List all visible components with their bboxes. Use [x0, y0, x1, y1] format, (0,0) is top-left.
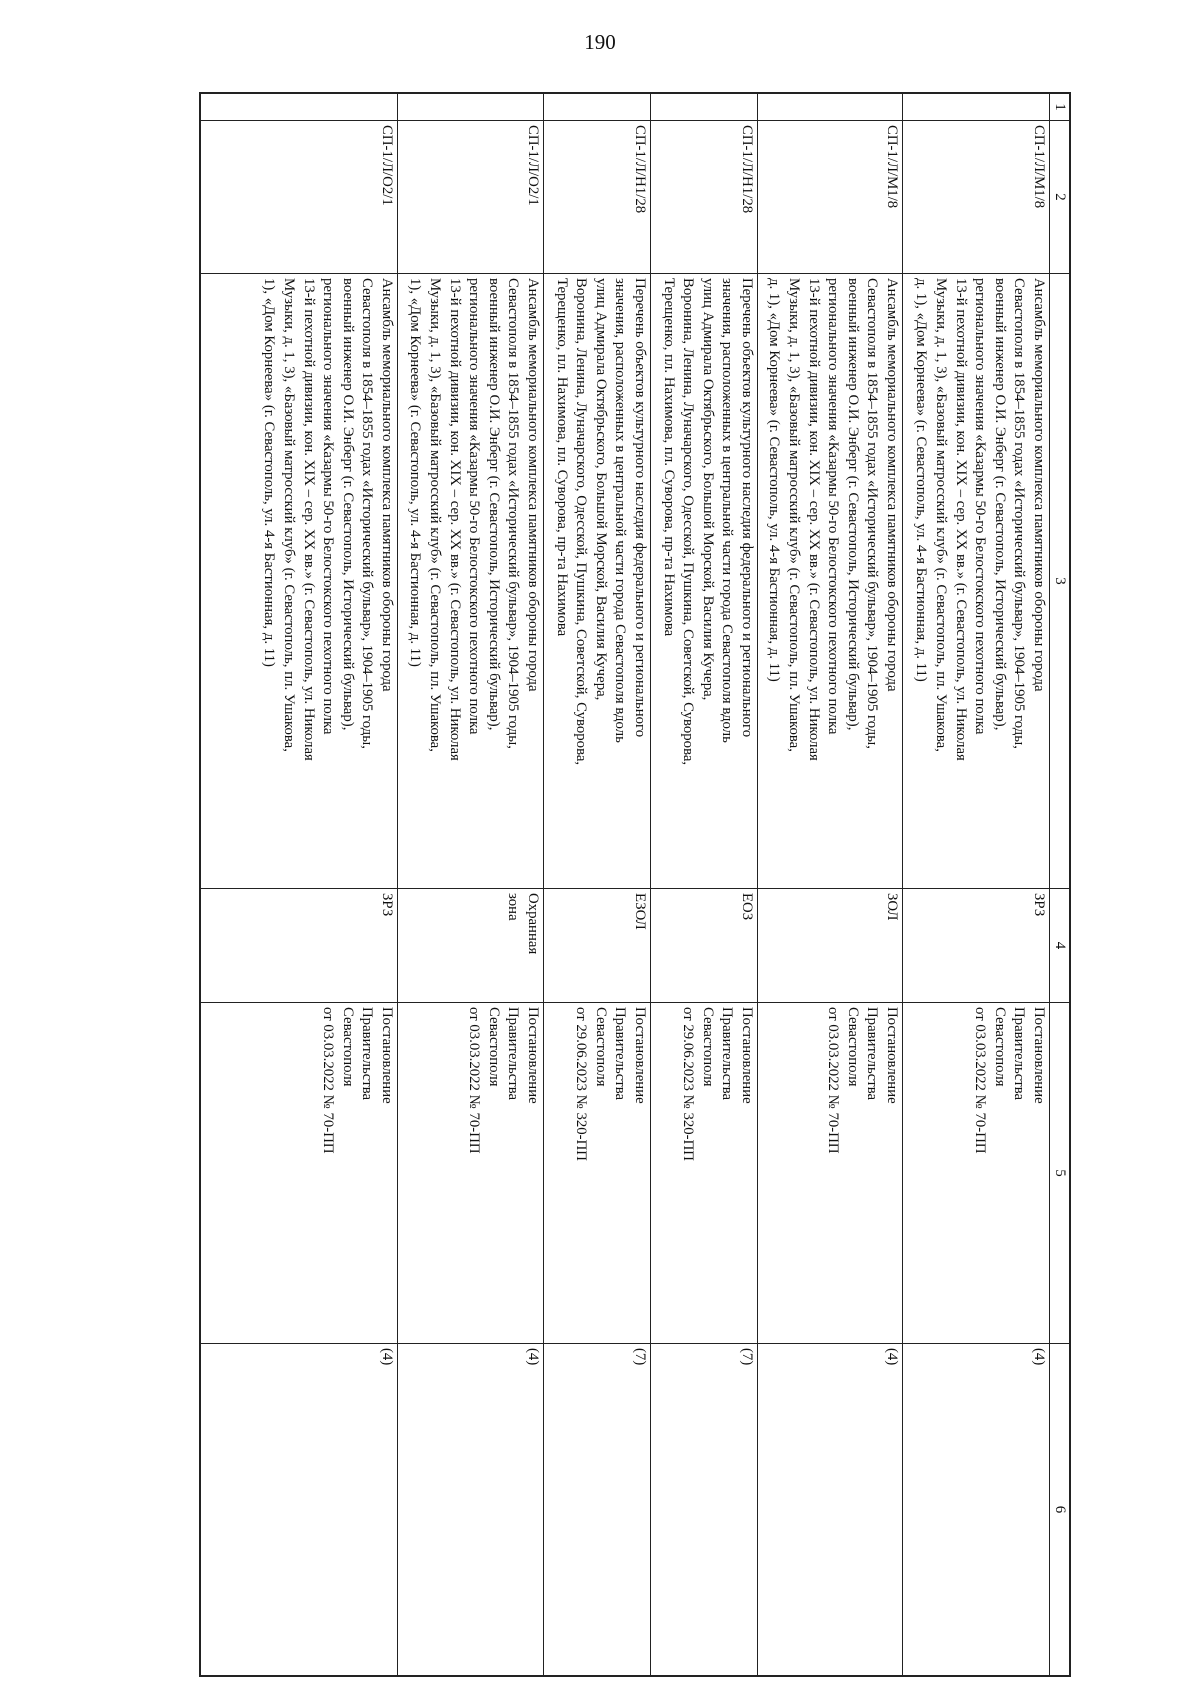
cell-number [398, 94, 543, 120]
table-row [201, 94, 397, 1675]
cell-number [651, 94, 757, 120]
cell-zone: Охранная зона [398, 888, 543, 1002]
cell-number [903, 94, 1049, 120]
cell-note: (4) [398, 1343, 543, 1675]
cell-note: (7) [544, 1343, 650, 1675]
header-col-6: 6 [1050, 1343, 1069, 1675]
cell-document: Постановление Правительства Севастополя от 03.03.2022 № 70-ПП [903, 1002, 1049, 1343]
cell-zone: ЕЗОЛ [544, 888, 650, 1002]
cell-document: Постановление Правительства Севастополя от 03.03.2022 № 70-ПП [201, 1002, 397, 1343]
cell-note: (4) [201, 1343, 397, 1675]
cell-zone: ЗРЗ [201, 888, 397, 1002]
cell-code: СП-1/Л/М1/8 [903, 120, 1049, 273]
cell-description: Ансамбль мемориального комплекса памятников обороны города Севастополя в 1854–1855 годах «Исторический бульвар», 1904–1905 годы, военный инженер О.И. Энберг (г. Севастополь, Исторический бульвар), регионального значения «Казармы 50-го Белостокского пехотного полка 13-й пехотной дивизии, кон. XIX – сер. XX вв.» (г. Севастополь, ул. Николая Музыки, д. 1, 3), «Базовый матросский клуб» (г. Севастополь, пл. Ушакова, д. 1), «Дом Корнеева» (г. Севастополь, ул. 4-я Бастионная, д. 11) [903, 273, 1049, 888]
cell-description: Ансамбль мемориального комплекса памятников обороны города Севастополя в 1854–1855 годах «Исторический бульвар», 1904–1905 годы, военный инженер О.И. Энберг (г. Севастополь, Исторический бульвар), регионального значения «Казармы 50-го Белостокского пехотного полка 13-й пехотной дивизии, кон. XIX – сер. XX вв.» (г. Севастополь, ул. Николая Музыки, д. 1, 3), «Базовый матросский клуб» (г. Севастополь, пл. Ушакова, 1), «Дом Корнеева» (г. Севастополь, ул. 4-я Бастионная, д. 11) [398, 273, 543, 888]
cell-code: СП-1/Л/Н1/28 [651, 120, 757, 273]
header-col-4: 4 [1050, 888, 1069, 1002]
cell-zone: ЕОЗ [651, 888, 757, 1002]
cell-zone: ЗРЗ [903, 888, 1049, 1002]
cell-code: СП-1/Л/О2/1 [201, 120, 397, 273]
table-row [397, 94, 543, 1675]
cell-description: Ансамбль мемориального комплекса памятников обороны города Севастополя в 1854–1855 годах «Исторический бульвар», 1904–1905 годы, военный инженер О.И. Энберг (г. Севастополь, Исторический бульвар), регионального значения «Казармы 50-го Белостокского пехотного полка 13-й пехотной дивизии, кон. XIX – сер. XX вв.» (г. Севастополь, ул. Николая Музыки, д. 1, 3), «Базовый матросский клуб» (г. Севастополь, пл. Ушакова, 1), «Дом Корнеева» (г. Севастополь, ул. 4-я Бастионная, д. 11) [201, 273, 397, 888]
header-col-5: 5 [1050, 1002, 1069, 1343]
cell-note: (4) [758, 1343, 902, 1675]
cell-zone: ЗОЛ [758, 888, 902, 1002]
cell-document: Постановление Правительства Севастополя от 29.06.2023 № 320-ПП [651, 1002, 757, 1343]
cell-number [758, 94, 902, 120]
cell-code: СП-1/Л/М1/8 [758, 120, 902, 273]
header-col-3: 3 [1050, 273, 1069, 888]
table-row [757, 94, 902, 1675]
header-col-1: 1 [1052, 103, 1068, 111]
page-number: 190 [584, 30, 616, 54]
cell-number [544, 94, 650, 120]
cell-code: СП-1/Л/О2/1 [398, 120, 543, 273]
table-row [902, 94, 1049, 1675]
cell-description: Перечень объектов культурного наследия федерального и регионального значения, расположенных в центральной части города Севастополя вдоль улиц Адмирала Октябрьского, Большой Морской, Василия Кучера, Воронина, Ленина, Луначарского, Одесской, Пушкина, Советской, Суворова, Терещенко, пл. Нахимова, пл. Суворова, пр-та Нахимова [544, 273, 650, 888]
rotated-table [199, 92, 1071, 1677]
table-header-row [1049, 94, 1069, 1675]
header-col-2: 2 [1050, 120, 1069, 273]
cell-number [201, 94, 397, 120]
table-row [650, 94, 757, 1675]
cell-document: Постановление Правительства Севастополя от 03.03.2022 № 70-ПП [758, 1002, 902, 1343]
cell-description: Перечень объектов культурного наследия федерального и регионального значения, расположенных в центральной части города Севастополя вдоль улиц Адмирала Октябрьского, Большой Морской, Василия Кучера, Воронина, Ленина, Луначарского, Одесской, Пушкина, Советской, Суворова, Терещенко, пл. Нахимова, пл. Суворова, пр-та Нахимова [651, 273, 757, 888]
table-row [543, 94, 650, 1675]
cell-note: (4) [903, 1343, 1049, 1675]
cell-document: Постановление Правительства Севастополя от 03.03.2022 № 70-ПП [398, 1002, 543, 1343]
cell-note: (7) [651, 1343, 757, 1675]
cell-document: Постановление Правительства Севастополя от 29.06.2023 № 320-ПП [544, 1002, 650, 1343]
cell-description: Ансамбль мемориального комплекса памятников обороны города Севастополя в 1854–1855 годах «Исторический бульвар», 1904–1905 годы, военный инженер О.И. Энберг (г. Севастополь, Исторический бульвар), регионального значения «Казармы 50-го Белостокского пехотного полка 13-й пехотной дивизии, кон. XIX – сер. XX вв.» (г. Севастополь, ул. Николая Музыки, д. 1, 3), «Базовый матросский клуб» (г. Севастополь, пл. Ушакова, д. 1), «Дом Корнеева» (г. Севастополь, ул. 4-я Бастионная, д. 11) [758, 273, 902, 888]
cell-code: СП-1/Л/Н1/28 [544, 120, 650, 273]
